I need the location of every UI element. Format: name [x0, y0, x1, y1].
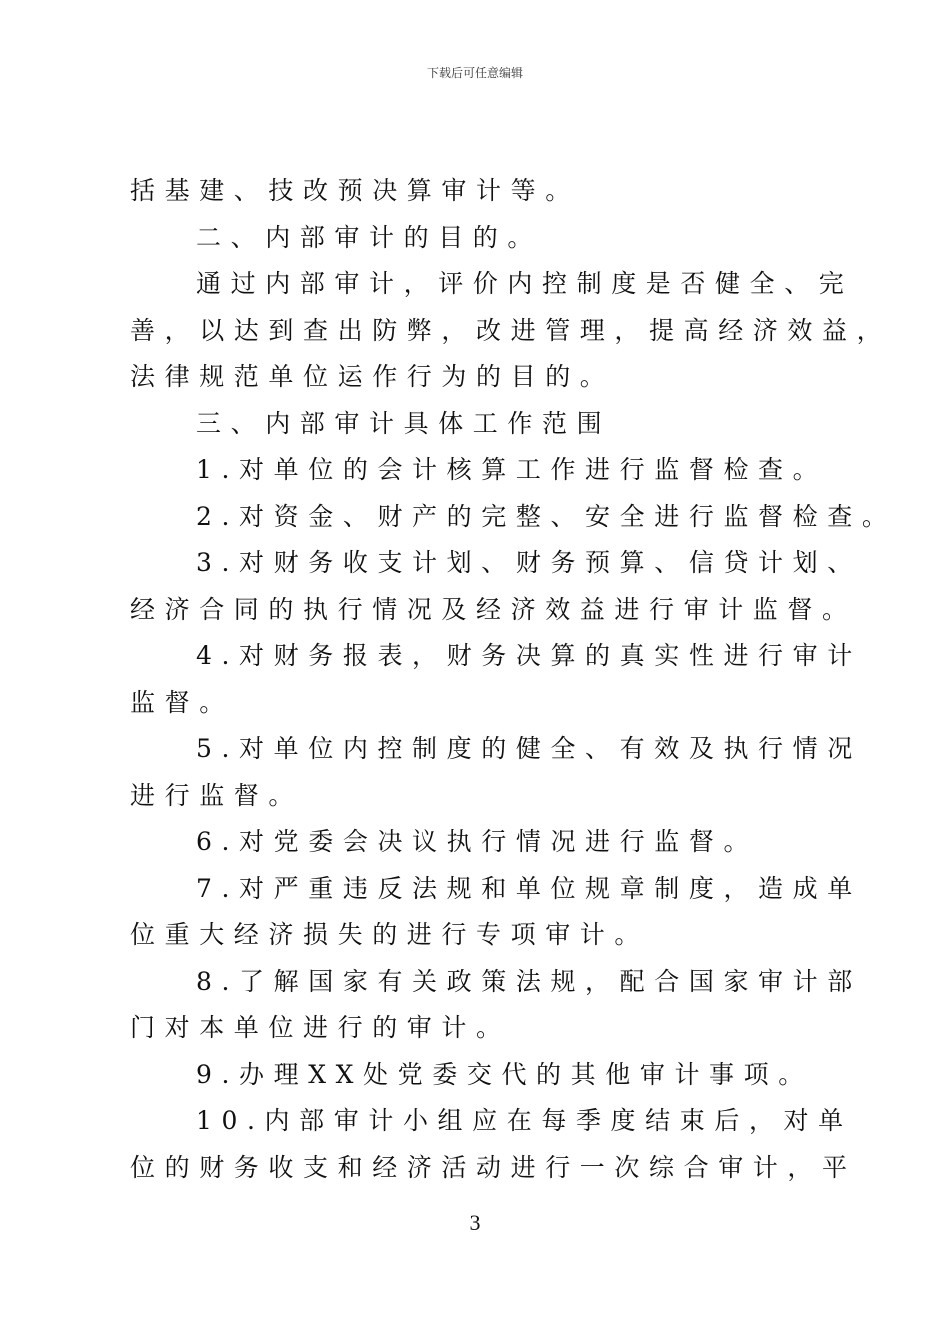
text-line-2: 二、内部审计的目的。 [196, 222, 543, 252]
text-line-8: 2.对资金、财产的完整、安全进行监督检查。 [196, 501, 897, 531]
text-line-5: 法律规范单位运作行为的目的。 [130, 362, 615, 391]
text-line-7: 1.对单位的会计核算工作进行监督检查。 [196, 455, 828, 484]
text-line-9: 3.对财务收支计划、财务预算、信贷计划、 [196, 548, 862, 577]
text-line-13: 5.对单位内控制度的健全、有效及执行情况 [196, 734, 862, 763]
text-line-15: 6.对党委会决议执行情况进行监督。 [196, 827, 759, 856]
text-line-11: 4.对财务报表，财务决算的真实性进行审计 [196, 641, 862, 670]
text-line-16: 7.对严重违反法规和单位规章制度，造成单 [196, 873, 862, 903]
page-header: 下载后可任意编辑 [426, 66, 523, 80]
text-line-4: 善，以达到查出防弊，改进管理，提高经济效益， [130, 315, 892, 345]
text-line-21: 10.内部审计小组应在每季度结束后，对单 [196, 1106, 853, 1135]
text-line-18: 8.了解国家有关政策法规，配合国家审计部 [196, 966, 862, 996]
text-line-20: 9.办理XX处党委交代的其他审计事项。 [196, 1059, 813, 1089]
text-line-12: 监督。 [130, 687, 234, 717]
text-line-14: 进行监督。 [130, 780, 304, 810]
page-number: 3 [469, 1210, 481, 1235]
document-body [130, 168, 897, 1191]
text-line-3: 通过内部审计，评价内控制度是否健全、完 [196, 269, 854, 298]
text-line-19: 门对本单位进行的审计。 [130, 1013, 511, 1042]
text-line-17: 位重大经济损失的进行专项审计。 [130, 920, 650, 949]
text-line-22: 位的财务收支和经济活动进行一次综合审计，平 [130, 1152, 857, 1182]
text-line-1: 括基建、技改预决算审计等。 [130, 176, 580, 205]
text-line-6: 三、内部审计具体工作范围 [196, 408, 612, 438]
text-line-10: 经济合同的执行情况及经济效益进行审计监督。 [130, 594, 857, 624]
